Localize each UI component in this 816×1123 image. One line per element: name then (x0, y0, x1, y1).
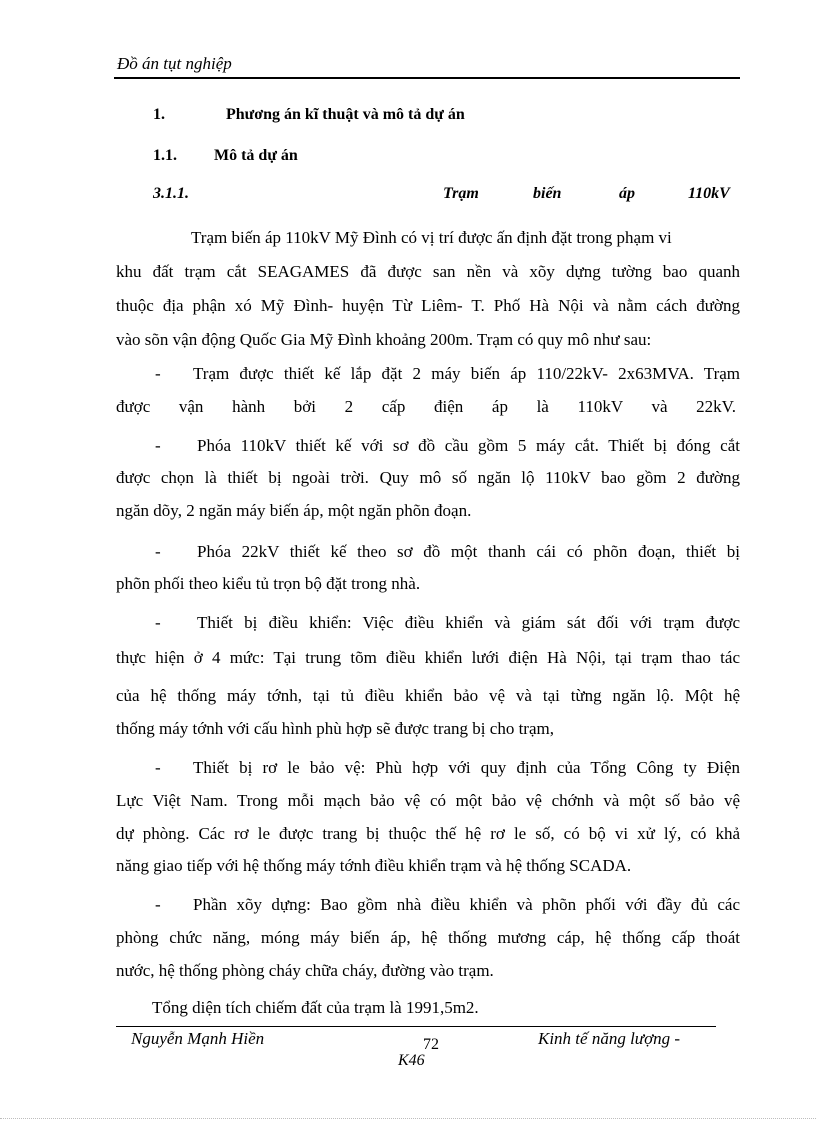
page-number: 72 (423, 1036, 439, 1053)
section-number-1-1: 1.1. (153, 147, 177, 164)
bullet-line: Phần xõy dựng: Bao gồm nhà điều khiển và phõn phối với đầy đủ các (193, 895, 740, 914)
page-bottom-edge (0, 1118, 816, 1119)
bullet-line: Phóa 22kV thiết kế theo sơ đồ một thanh cái có phõn đoạn, thiết bị (197, 542, 740, 561)
bullet-line: Trạm được thiết kế lắp đặt 2 máy biến áp 110/22kV- 2x63MVA. Trạm (193, 364, 740, 383)
bullet-line: thực hiện ở 4 mức: Tại trung tõm điều khiển lưới điện Hà Nội, tại trạm thao tác (116, 648, 740, 667)
footer-class: K46 (398, 1052, 425, 1069)
footer-author: Nguyễn Mạnh Hiền (131, 1029, 265, 1048)
section-number-1: 1. (153, 106, 165, 123)
bullet-marker: - (155, 364, 161, 383)
footer-divider (116, 1026, 716, 1027)
section-title-1: Phương án kĩ thuật và mô tả dự án (226, 106, 465, 123)
bullet-line: của hệ thống máy tớnh, tại tủ điều khiển bảo vệ và tại từng ngăn lộ. Một hệ (116, 686, 740, 705)
paragraph-line: khu đất trạm cắt SEAGAMES đã được san nền và xõy dựng tường bao quanh (116, 262, 740, 281)
bullet-line: Lực Việt Nam. Trong mỗi mạch bảo vệ có một bảo vệ chớnh và một số bảo vệ (116, 791, 740, 810)
bullet-line: nước, hệ thống phòng cháy chữa cháy, đường vào trạm. (116, 961, 494, 980)
bullet-line: Phóa 110kV thiết kế với sơ đồ cầu gồm 5 máy cắt. Thiết bị đóng cắt (197, 436, 740, 455)
bullet-line: Thiết bị điều khiển: Việc điều khiển và giám sát đối với trạm được (197, 613, 740, 632)
bullet-line: thống máy tớnh với cấu hình phù hợp sẽ được trang bị cho trạm, (116, 719, 554, 738)
paragraph-line: vào sõn vận động Quốc Gia Mỹ Đình khoảng 200m. Trạm có quy mô như sau: (116, 330, 652, 349)
bullet-marker: - (155, 613, 161, 632)
bullet-line: dự phòng. Các rơ le được trang bị thuộc thế hệ rơ le số, có bộ vi xử lý, có khả (116, 824, 740, 843)
section-title-1-1: Mô tả dự án (214, 147, 298, 164)
bullet-line: được chọn là thiết bị ngoài trời. Quy mô số ngăn lộ 110kV bao gồm 2 đường (116, 468, 740, 487)
page-header-title: Đồ án tụt nghiệp (117, 54, 232, 73)
subsection-number: 3.1.1. (153, 185, 189, 202)
bullet-line: ngăn dõy, 2 ngăn máy biến áp, một ngăn phõn đoạn. (116, 501, 472, 520)
closing-line: Tổng diện tích chiếm đất của trạm là 1991,5m2. (152, 998, 479, 1017)
bullet-marker: - (155, 542, 161, 561)
paragraph-line: thuộc địa phận xó Mỹ Đình- huyện Từ Liêm- T. Phố Hà Nội và nằm cách đường (116, 296, 740, 315)
bullet-line: phòng chức năng, móng máy biến áp, hệ thống mương cáp, hệ thống cấp thoát (116, 928, 740, 947)
paragraph-line: Trạm biến áp 110kV Mỹ Đình có vị trí được ấn định đặt trong phạm vi (191, 228, 672, 247)
bullet-line: Thiết bị rơ le bảo vệ: Phù hợp với quy định của Tổng Công ty Điện (193, 758, 740, 777)
subsection-heading (153, 185, 740, 209)
footer-department: Kinh tế năng lượng - (538, 1029, 681, 1048)
header-divider (114, 77, 740, 79)
bullet-marker: - (155, 758, 161, 777)
bullet-marker: - (155, 436, 161, 455)
bullet-line: phõn phối theo kiểu tủ trọn bộ đặt trong nhà. (116, 574, 421, 593)
subsection-word: 110kV (688, 185, 730, 202)
subsection-word: áp (619, 185, 635, 202)
subsection-word: biến (533, 185, 562, 202)
bullet-line: được vận hành bởi 2 cấp điện áp là 110kV và 22kV. (116, 397, 736, 416)
bullet-line: năng giao tiếp với hệ thống máy tớnh điều khiển trạm và hệ thống SCADA. (116, 856, 632, 875)
bullet-marker: - (155, 895, 161, 914)
subsection-word: Trạm (443, 185, 479, 202)
